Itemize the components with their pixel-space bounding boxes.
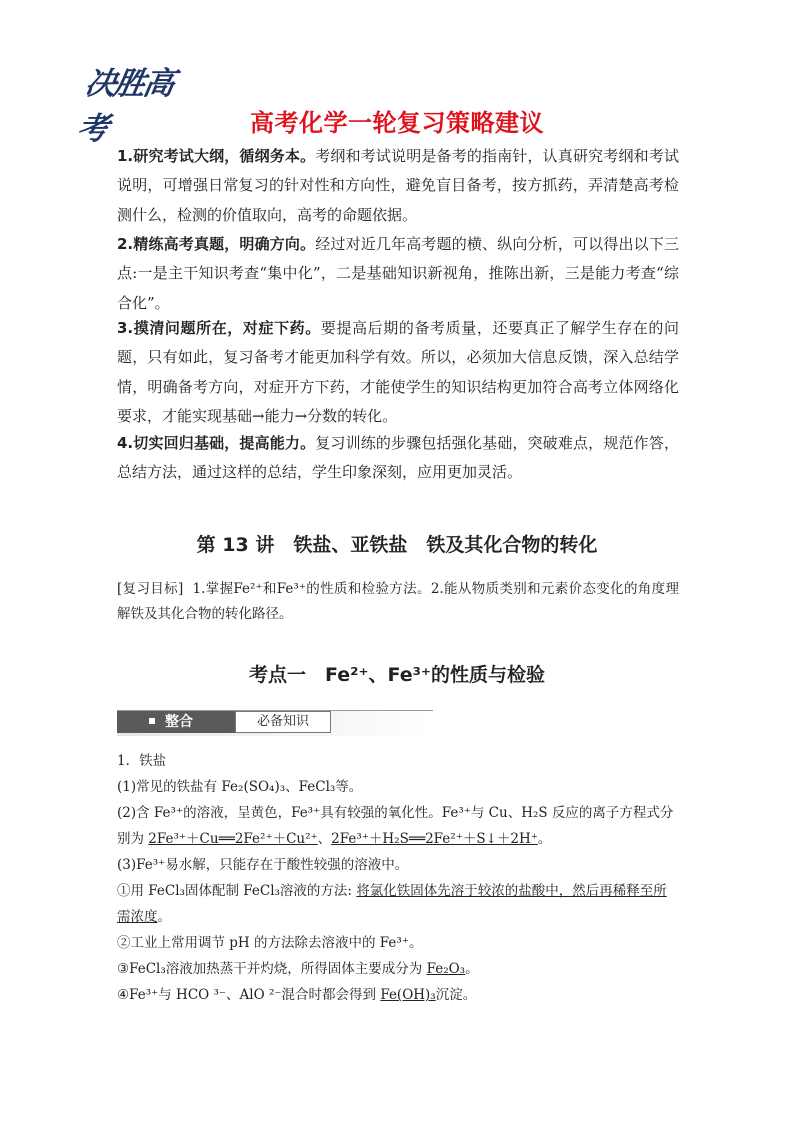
strategy-3: [117, 314, 679, 431]
content-p2b: 别为 2Fe³⁺＋Cu══2Fe²⁺＋Cu²⁺、2Fe³⁺＋H₂S══2Fe²⁺＋S↓＋2H⁺。: [117, 831, 552, 847]
content-p1: (1)常见的铁盐有 Fe₂(SO₄)₃、FeCl₃等。: [117, 779, 363, 795]
strategy-1: [117, 142, 679, 230]
square-bullet-icon: [149, 718, 155, 724]
section-title: 考点一 Fe²⁺、Fe³⁺的性质与检验: [249, 664, 545, 686]
tag-main: 整合: [117, 711, 235, 733]
content-p2a: (2)含 Fe³⁺的溶液，呈黄色，Fe³⁺具有较强的氧化性。Fe³⁺与 Cu、H₂S 反应的离子方程式分: [117, 805, 674, 821]
content-p4: ①用 FeCl₃固体配制 FeCl₃溶液的方法: 将氯化铁固体先溶于较浓的盐酸中，然后再稀释至所: [117, 883, 667, 899]
content-p5: ②工业上常用调节 pH 的方法除去溶液中的 Fe³⁺。: [117, 935, 423, 951]
document-title: 高考化学一轮复习策略建议: [250, 109, 544, 137]
strategy-2-text: 经过对近几年高考题的横、纵向分析，可以得出以下三点:一是主干知识考查“集中化”，二是基础知识新视角，推陈出新，三是能力考查“综合化”。: [117, 235, 679, 312]
section-tag: [117, 710, 433, 736]
strategy-4-text: 复习训练的步骤包括强化基础，突破难点，规范作答，总结方法，通过这样的总结，学生印象深刻，应用更加灵活。: [117, 434, 679, 482]
content-heading: 1．铁盐: [117, 753, 167, 769]
equation-1: 2Fe³⁺＋Cu══2Fe²⁺＋Cu²⁺: [148, 831, 318, 847]
strategy-4-lead: 4.切实回归基础，提高能力。: [117, 434, 316, 452]
strategy-2: [117, 230, 679, 318]
answer-4b: 需浓度: [117, 909, 158, 925]
strategy-3-lead: 3.摸清问题所在，对症下药。: [117, 319, 321, 337]
answer-4a: 将氯化铁固体先溶于较浓的盐酸中，然后再稀释至所: [356, 883, 667, 899]
strategy-1-lead: 1.研究考试大纲，循纲务本。: [117, 147, 316, 165]
answer-7: Fe(OH)₃: [380, 987, 436, 1003]
strategy-4: [117, 429, 679, 488]
content-p6: ③FeCl₃溶液加热蒸干并灼烧，所得固体主要成分为 Fe₂O₃。: [117, 961, 479, 977]
equation-2: 2Fe³⁺＋H₂S══2Fe²⁺＋S↓＋2H⁺: [331, 831, 538, 847]
answer-6: Fe₂O₃: [426, 961, 466, 977]
strategy-3-text: 要提高后期的备考质量，还要真正了解学生存在的问题，只有如此，复习备考才能更加科学有效。所以，必须加大信息反馈，深入总结学情，明确备考方向，对症开方下药，才能使学生的知识结构更加符合高考立体网络化要求，才能实现基础→能力→分数的转化。: [117, 319, 679, 425]
content-p3: (3)Fe³⁺易水解，只能存在于酸性较强的溶液中。: [117, 857, 409, 873]
strategy-1-text: 考纲和考试说明是备考的指南针，认真研究考纲和考试说明，可增强日常复习的针对性和方向性，避免盲目备考，按方抓药，弄清楚高考检测什么，检测的价值取向，高考的命题依据。: [117, 147, 679, 224]
review-goal-label: [复习目标]: [117, 581, 184, 597]
review-goal-text: 1.掌握Fe²⁺和Fe³⁺的性质和检验方法。2.能从物质类别和元素价态变化的角度理解铁及其化合物的转化路径。: [117, 581, 679, 622]
content-p4-cont: 需浓度。: [117, 909, 171, 925]
strategy-2-lead: 2.精练高考真题，明确方向。: [117, 235, 316, 253]
lesson-title: 第 13 讲 铁盐、亚铁盐 铁及其化合物的转化: [196, 534, 598, 556]
tag-sub: 必备知识: [235, 711, 331, 733]
review-goal: [117, 577, 679, 627]
content-p7: ④Fe³⁺与 HCO ³⁻、AlO ²⁻混合时都会得到 Fe(OH)₃沉淀。: [117, 987, 477, 1003]
content-body: [117, 748, 687, 1008]
logo-text: 决胜高考: [74, 66, 176, 147]
